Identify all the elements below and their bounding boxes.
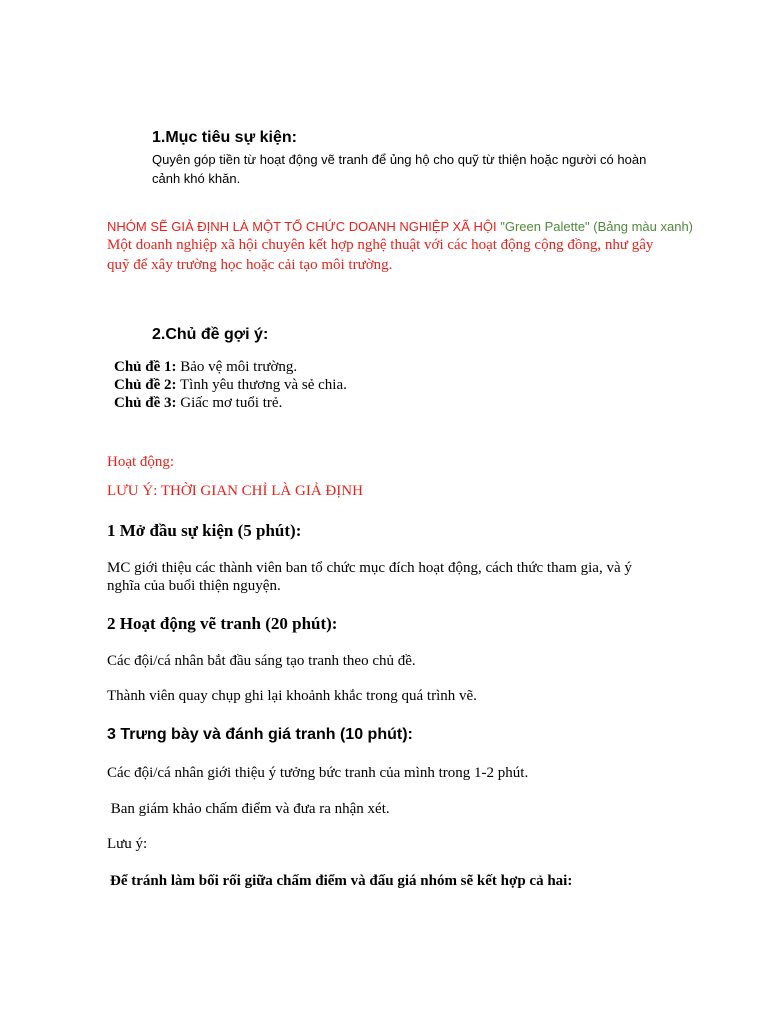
- step1-line1: MC giới thiệu các thành viên ban tổ chức mục đích hoạt động, cách thức tham gia, và ý: [107, 560, 632, 576]
- topic-item: [114, 359, 297, 376]
- step3-line1: Các đội/cá nhân giới thiệu ý tưởng bức tranh của mình trong 1-2 phút.: [107, 765, 529, 781]
- step3-line2: Ban giám khảo chấm điểm và đưa ra nhận xét.: [107, 801, 390, 817]
- org-name-text: "Green Palette" (Bảng màu xanh): [500, 219, 693, 234]
- step2-line1: Các đội/cá nhân bắt đầu sáng tạo tranh theo chủ đề.: [107, 653, 416, 669]
- org-assumption-line: [107, 219, 693, 234]
- topic-label: Chủ đề 2:: [114, 377, 177, 393]
- section2-heading: 2.Chủ đề gợi ý:: [152, 326, 269, 343]
- section1-heading: 1.Mục tiêu sự kiện:: [152, 129, 297, 146]
- topic-label: Chủ đề 3:: [114, 395, 177, 411]
- topic-item: [114, 395, 282, 412]
- time-note: LƯU Ý: THỜI GIAN CHỈ LÀ GIẢ ĐỊNH: [107, 483, 363, 499]
- topic-item: [114, 377, 347, 394]
- section1-goal-line2: cảnh khó khăn.: [152, 171, 241, 186]
- step1-line2: nghĩa của buổi thiện nguyện.: [107, 578, 281, 594]
- step2-line2: Thành viên quay chụp ghi lại khoảnh khắc trong quá trình vẽ.: [107, 688, 477, 704]
- org-assumption-text: NHÓM SẼ GIẢ ĐỊNH LÀ MỘT TỔ CHỨC DOANH NGHIỆP XÃ HỘI: [107, 219, 501, 234]
- activities-label: Hoạt động:: [107, 454, 175, 470]
- section1-goal-line1: Quyên góp tiền từ hoạt động vẽ tranh để ủng hộ cho quỹ từ thiện hoặc người có hoàn: [152, 152, 647, 167]
- topic-text: Tình yêu thương và sẻ chia.: [176, 377, 347, 393]
- step3-line4: Để tránh làm bối rối giữa chấm điểm và đấu giá nhóm sẽ kết hợp cả hai:: [110, 873, 573, 889]
- topic-text: Giấc mơ tuổi trẻ.: [176, 395, 283, 411]
- step1-heading: 1 Mở đầu sự kiện (5 phút):: [107, 521, 302, 540]
- step3-heading: 3 Trưng bày và đánh giá tranh (10 phút):: [107, 726, 413, 743]
- org-description-line2: quỹ để xây trường học hoặc cải tạo môi trường.: [107, 257, 393, 273]
- org-description-line1: Một doanh nghiệp xã hội chuyên kết hợp nghệ thuật với các hoạt động cộng đồng, như gây: [107, 237, 654, 253]
- topic-text: Bảo vệ môi trường.: [176, 359, 298, 375]
- step2-heading: 2 Hoạt động vẽ tranh (20 phút):: [107, 614, 338, 633]
- step3-line3: Lưu ý:: [107, 836, 148, 852]
- topic-label: Chủ đề 1:: [114, 359, 177, 375]
